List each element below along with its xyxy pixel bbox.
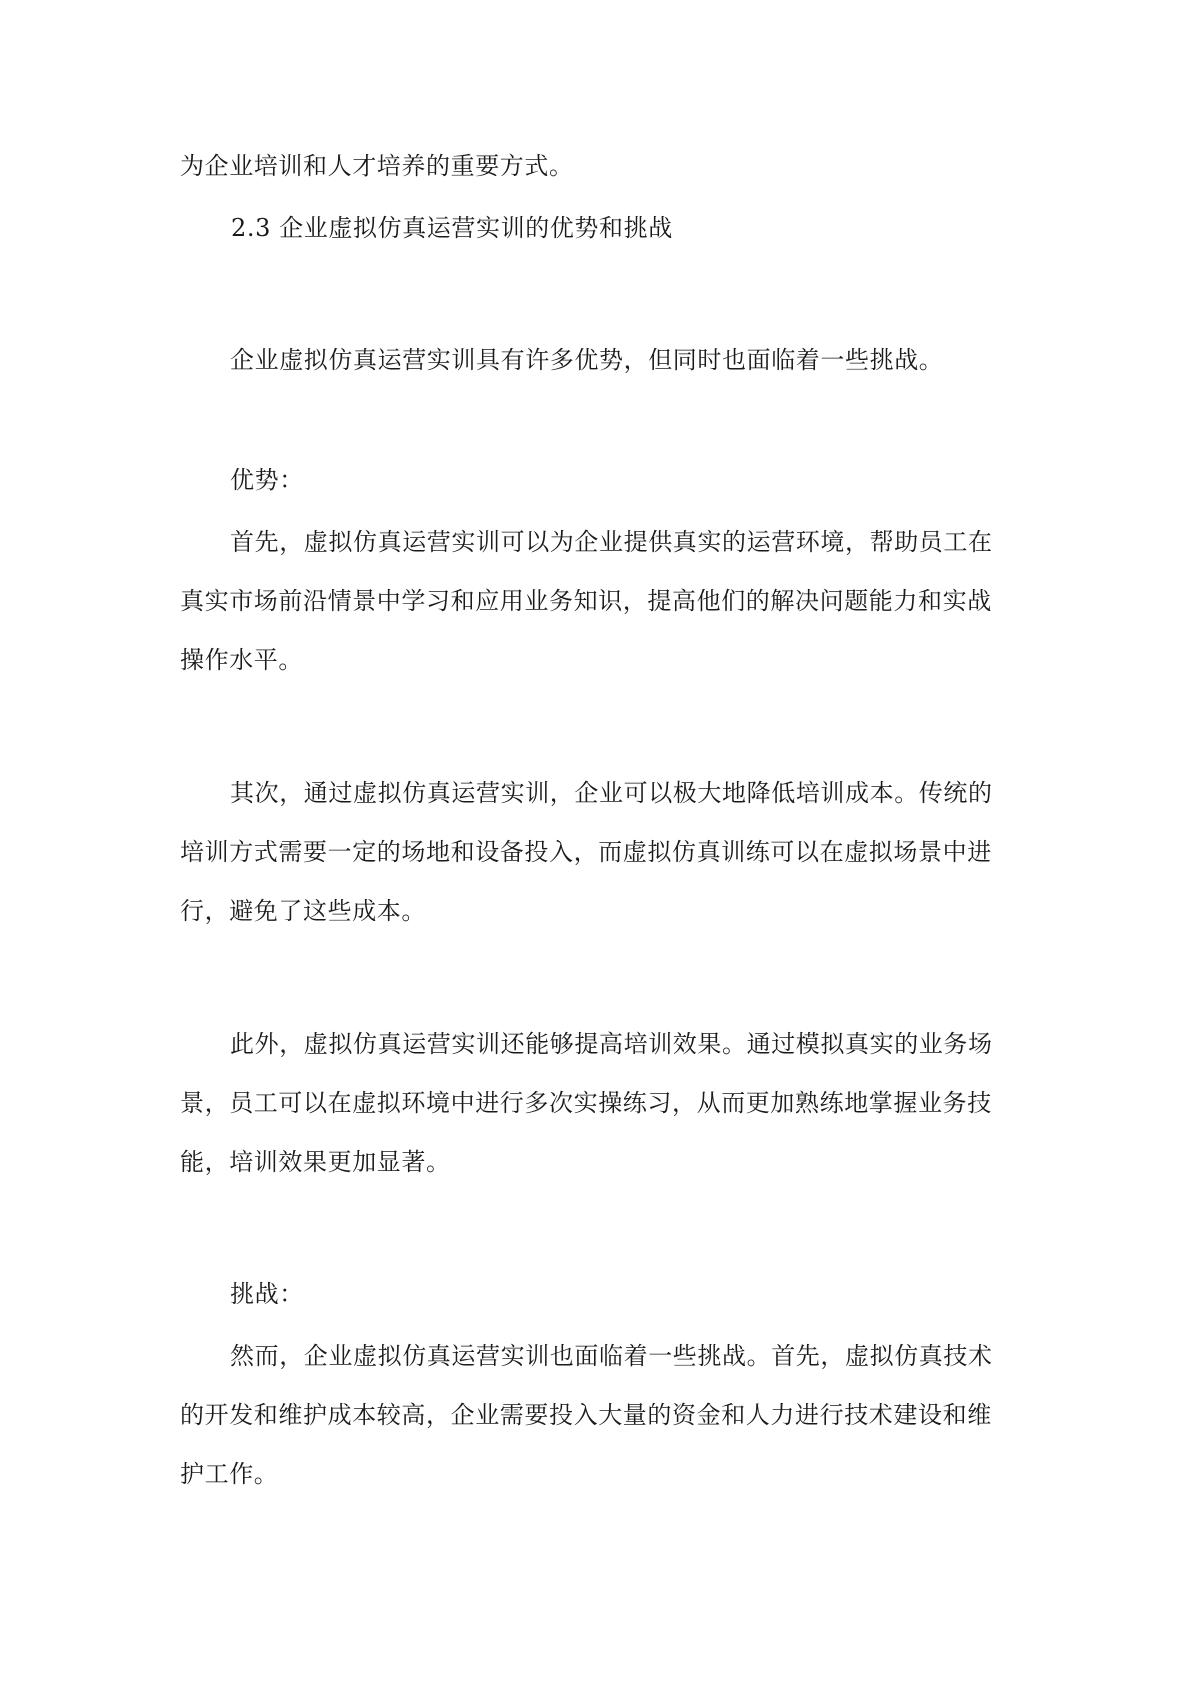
advantage-paragraph-2: 其次，通过虚拟仿真运营实训，企业可以极大地降低培训成本。传统的培训方式需要一定的场地和设备投入，而虚拟仿真训练可以在虚拟场景中进行，避免了这些成本。 (180, 779, 993, 925)
section-heading: 2.3 企业虚拟仿真运营实训的优势和挑战 (231, 214, 673, 242)
intro-paragraph: 企业虚拟仿真运营实训具有许多优势，但同时也面临着一些挑战。 (230, 346, 944, 374)
advantage-paragraph-1: 首先，虚拟仿真运营实训可以为企业提供真实的运营环境，帮助员工在真实市场前沿情景中学习和应用业务知识，提高他们的解决问题能力和实战操作水平。 (180, 528, 993, 674)
continuation-paragraph: 为企业培训和人才培养的重要方式。 (180, 152, 574, 180)
advantage-paragraph-3: 此外，虚拟仿真运营实训还能够提高培训效果。通过模拟真实的业务场景，员工可以在虚拟环境中进行多次实操练习，从而更加熟练地掌握业务技能，培训效果更加显著。 (180, 1030, 993, 1176)
challenges-label: 挑战： (230, 1280, 304, 1308)
advantages-label: 优势： (230, 466, 304, 494)
challenge-paragraph-1: 然而，企业虚拟仿真运营实训也面临着一些挑战。首先，虚拟仿真技术的开发和维护成本较高，企业需要投入大量的资金和人力进行技术建设和维护工作。 (180, 1342, 993, 1488)
